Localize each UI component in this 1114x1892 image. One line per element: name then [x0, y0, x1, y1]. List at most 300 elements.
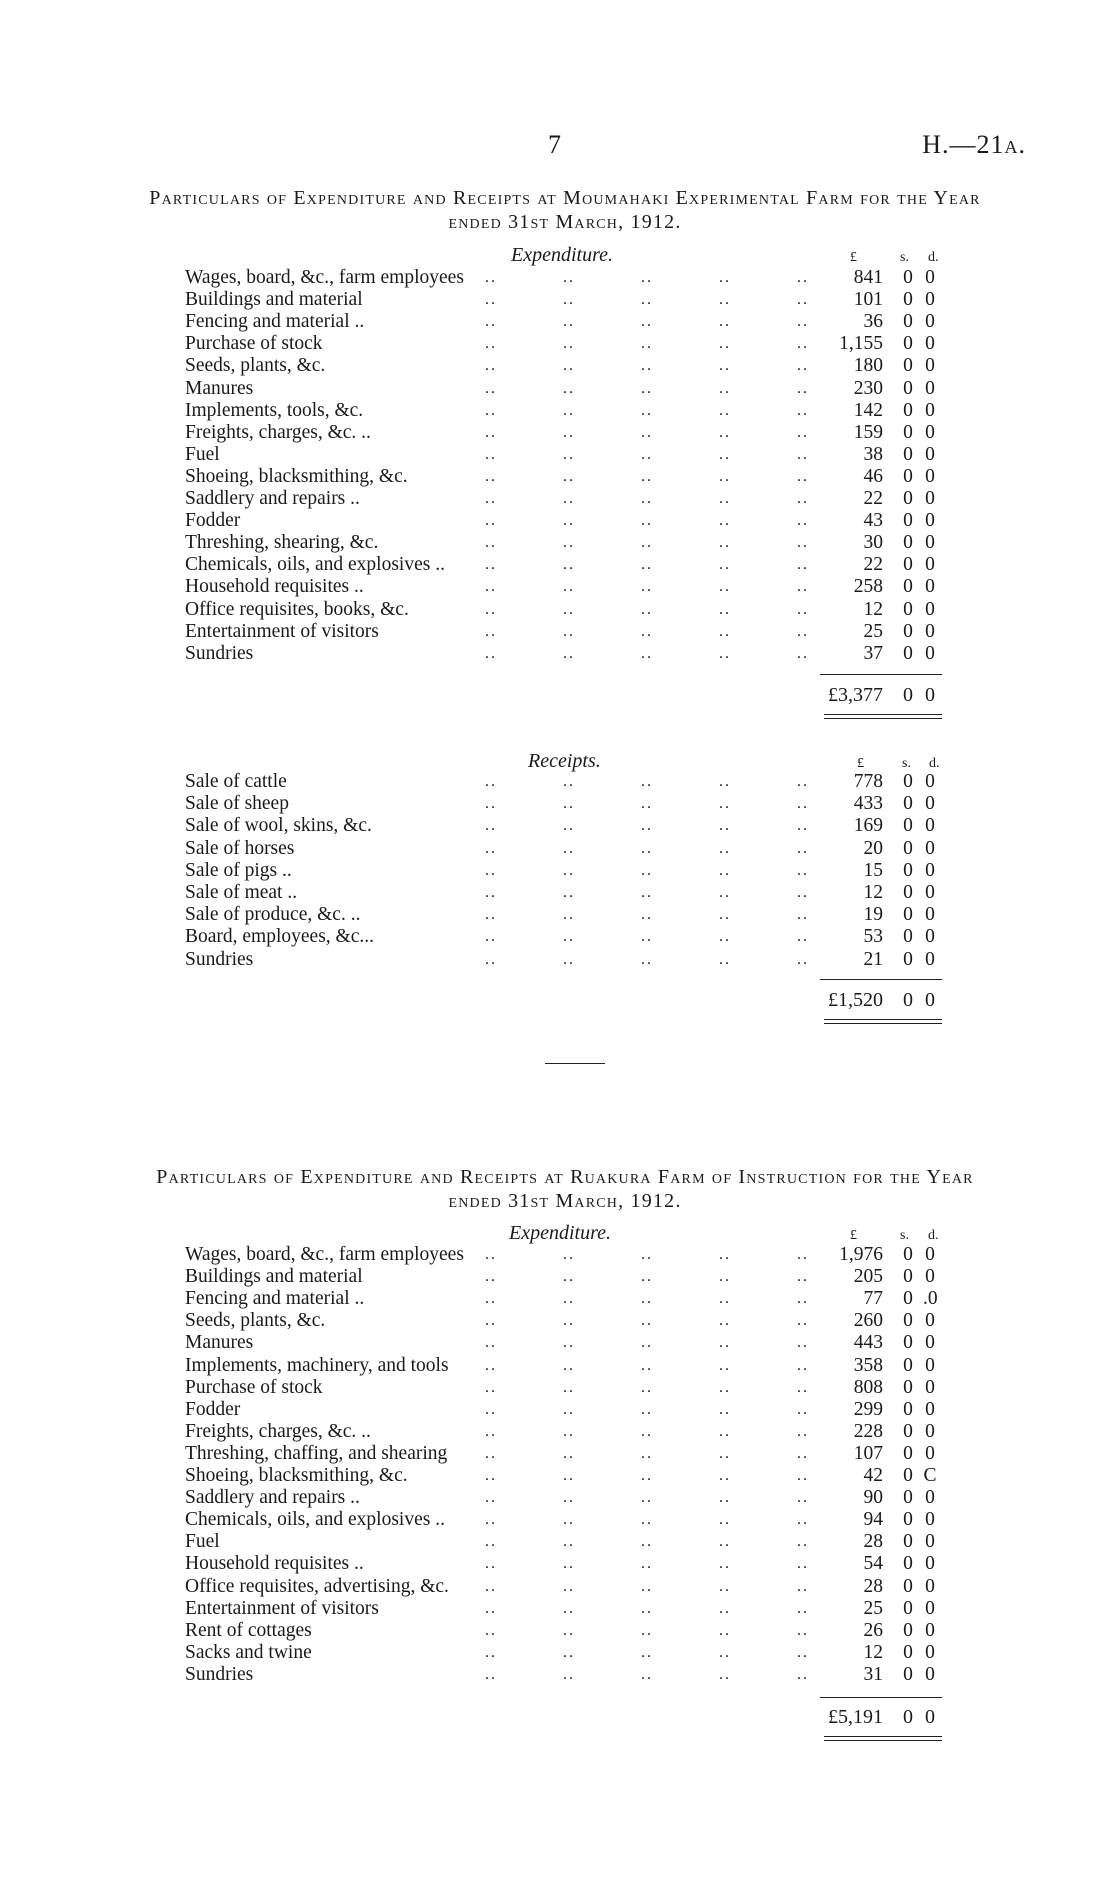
- row-label: Freights, charges, &c. ..: [185, 1421, 375, 1443]
- row-label: Shoeing, blacksmithing, &c.: [185, 466, 412, 488]
- pounds-value: 46: [863, 465, 883, 487]
- dot-leaders: .. .. .. .. ..: [485, 1356, 809, 1374]
- table-row: [185, 815, 945, 837]
- total-row: [185, 987, 945, 1013]
- pence-value: 0: [925, 926, 935, 948]
- dot-leaders: .. .. .. .. ..: [485, 313, 809, 331]
- row-label: Entertainment of visitors: [185, 1598, 383, 1620]
- table-row: [185, 1266, 945, 1288]
- pounds-value: 205: [853, 1266, 883, 1288]
- pence-value: 0: [925, 1597, 935, 1619]
- pounds-value: 230: [853, 377, 883, 399]
- dot-leaders: .. .. .. .. ..: [485, 773, 809, 790]
- pounds-value: 1,976: [839, 1244, 883, 1265]
- table-row: [185, 333, 945, 355]
- shillings-value: 0: [903, 1619, 913, 1641]
- pence-value: 0: [925, 1244, 935, 1265]
- pence-value: 0: [925, 1398, 935, 1420]
- pounds-value: 21: [863, 948, 883, 970]
- pounds-value: 180: [853, 355, 883, 377]
- shillings-value: 0: [903, 333, 913, 355]
- pence-value: 0: [925, 554, 935, 576]
- table-row: [185, 860, 945, 882]
- pounds-value: 159: [853, 421, 883, 443]
- total-shillings: 0: [903, 989, 913, 1011]
- total-row: [185, 682, 945, 708]
- pounds-value: 433: [853, 793, 883, 815]
- pence-value: 0: [925, 1531, 935, 1553]
- shillings-value: 0: [903, 620, 913, 642]
- total-double-rule: [824, 1736, 942, 1741]
- shillings-value: 0: [903, 267, 913, 288]
- pounds-value: 228: [853, 1420, 883, 1442]
- pounds-value: 90: [863, 1487, 883, 1509]
- row-label: Implements, machinery, and tools: [185, 1355, 453, 1377]
- pence-value: 0: [925, 289, 935, 311]
- pence-value: 0: [925, 859, 935, 881]
- table-row: [185, 289, 945, 311]
- table-row: [185, 838, 945, 860]
- row-label: Fuel: [185, 444, 224, 466]
- dot-leaders: .. .. .. .. ..: [485, 950, 809, 968]
- shillings-value: 0: [903, 1663, 913, 1685]
- shillings-value: 0: [903, 1354, 913, 1376]
- pounds-value: 37: [863, 642, 883, 664]
- pounds-value: 28: [863, 1575, 883, 1597]
- pence-value: 0: [925, 948, 935, 970]
- pounds-header: £: [857, 756, 864, 771]
- table-row: [185, 1620, 945, 1642]
- dot-leaders: .. .. .. .. ..: [485, 1599, 809, 1617]
- pounds-value: 12: [863, 882, 883, 903]
- shillings-value: 0: [903, 1641, 913, 1663]
- pence-value: 0: [925, 837, 935, 859]
- pounds-value: 30: [863, 532, 883, 554]
- pence-value: 0: [925, 576, 935, 598]
- pence-value: 0: [925, 598, 935, 620]
- dot-leaders: .. .. .. .. ..: [485, 600, 809, 618]
- table-row: [185, 311, 945, 333]
- dot-leaders: .. .. .. .. ..: [485, 644, 809, 662]
- table-row: [185, 1509, 945, 1531]
- dot-leaders: .. .. .. .. ..: [485, 556, 809, 574]
- shillings-value: 0: [903, 926, 913, 948]
- table-row: [185, 488, 945, 510]
- table-row: [185, 1244, 945, 1266]
- pounds-value: 299: [853, 1398, 883, 1420]
- row-label: Sale of cattle: [185, 771, 291, 793]
- dot-leaders: .. .. .. .. ..: [485, 1621, 809, 1639]
- table-row: [185, 599, 945, 621]
- shillings-value: 0: [903, 399, 913, 421]
- pence-value: 0: [925, 1663, 935, 1685]
- pence-value: .0: [923, 1288, 938, 1310]
- row-label: Shoeing, blacksmithing, &c.: [185, 1465, 412, 1487]
- ruakura-title-line-2: ended 31st March, 1912.: [448, 1190, 682, 1212]
- table-row: [185, 1399, 945, 1421]
- shillings-value: 0: [903, 1575, 913, 1597]
- shillings-value: 0: [903, 1487, 913, 1509]
- table-row: [185, 1332, 945, 1354]
- table-row: [185, 1443, 945, 1465]
- dot-leaders: .. .. .. .. ..: [485, 928, 809, 946]
- dot-leaders: .. .. .. .. ..: [485, 817, 809, 835]
- ruakura-title: [100, 1165, 1030, 1213]
- pounds-value: 260: [853, 1310, 883, 1332]
- pounds-value: 1,155: [839, 333, 883, 355]
- subtotal-rule: [820, 674, 942, 675]
- row-label: Buildings and material: [185, 1266, 367, 1288]
- pence-value: 0: [925, 267, 935, 288]
- table-row: [185, 771, 945, 793]
- dot-leaders: .. .. .. .. ..: [485, 861, 809, 879]
- table-row: [185, 267, 945, 289]
- pence-value: 0: [925, 815, 935, 837]
- shillings-value: 0: [903, 355, 913, 377]
- table-row: [185, 882, 945, 904]
- shillings-value: 0: [903, 598, 913, 620]
- table-row: [185, 1553, 945, 1575]
- table-row: [185, 510, 945, 532]
- row-label: Sale of meat ..: [185, 882, 301, 904]
- pence-value: 0: [925, 421, 935, 443]
- total-pence: 0: [925, 989, 935, 1011]
- pence-value: 0: [925, 1553, 935, 1575]
- table-row: [185, 643, 945, 665]
- page-number: 7: [548, 130, 561, 159]
- shillings-value: 0: [903, 837, 913, 859]
- dot-leaders: .. .. .. .. ..: [485, 1290, 809, 1308]
- pence-value: 0: [925, 510, 935, 532]
- pounds-value: 53: [863, 926, 883, 948]
- row-label: Office requisites, advertising, &c.: [185, 1576, 453, 1598]
- moumahaki-title-line-1: Particulars of Expenditure and Receipts at Moumahaki Experimental Farm for the Year: [149, 187, 981, 209]
- pounds-value: 31: [863, 1663, 883, 1685]
- dot-leaders: .. .. .. .. ..: [485, 335, 809, 353]
- row-label: Fencing and material ..: [185, 1288, 368, 1310]
- pence-header: d.: [929, 756, 940, 771]
- shillings-value: 0: [903, 1332, 913, 1354]
- table-row: [185, 1421, 945, 1443]
- table-row: [185, 466, 945, 488]
- shillings-value: 0: [903, 576, 913, 598]
- shillings-value: 0: [903, 311, 913, 333]
- subtotal-rule: [820, 979, 942, 980]
- dot-leaders: .. .. .. .. ..: [485, 1444, 809, 1462]
- shillings-value: 0: [903, 1398, 913, 1420]
- moumahaki-title: [100, 186, 1030, 234]
- pence-value: 0: [925, 488, 935, 509]
- pence-value: 0: [925, 1575, 935, 1597]
- dot-leaders: .. .. .. .. ..: [485, 534, 809, 552]
- ruakura-title-line-1: Particulars of Expenditure and Receipts at Ruakura Farm of Instruction for the Year: [156, 1166, 974, 1188]
- table-row: [185, 1576, 945, 1598]
- dot-leaders: .. .. .. .. ..: [485, 1334, 809, 1352]
- pence-value: 0: [925, 532, 935, 554]
- pounds-value: 169: [853, 815, 883, 837]
- dot-leaders: .. .. .. .. ..: [485, 1489, 809, 1507]
- pounds-value: 20: [863, 837, 883, 859]
- pence-value: 0: [925, 311, 935, 333]
- dot-leaders: .. .. .. .. ..: [485, 357, 809, 375]
- pounds-value: 142: [853, 399, 883, 421]
- pounds-value: 12: [863, 598, 883, 620]
- table-row: [185, 1531, 945, 1553]
- row-label: Chemicals, oils, and explosives ..: [185, 554, 449, 576]
- shillings-value: 0: [903, 948, 913, 970]
- shillings-value: 0: [903, 1310, 913, 1332]
- total-shillings: 0: [903, 1706, 913, 1728]
- pounds-value: 43: [863, 510, 883, 532]
- pounds-value: 42: [863, 1465, 883, 1486]
- pounds-value: 443: [853, 1332, 883, 1354]
- dot-leaders: .. .. .. .. ..: [485, 1577, 809, 1595]
- row-label: Purchase of stock: [185, 1377, 327, 1399]
- pounds-value: 12: [863, 1641, 883, 1663]
- row-label: Household requisites ..: [185, 1553, 368, 1575]
- table-row: [185, 400, 945, 422]
- dot-leaders: .. .. .. .. ..: [485, 884, 809, 901]
- dot-leaders: .. .. .. .. ..: [485, 1665, 809, 1683]
- moumahaki-expenditure-heading: Expenditure.: [511, 244, 614, 266]
- pounds-value: 54: [863, 1553, 883, 1575]
- row-label: Fencing and material ..: [185, 311, 368, 333]
- total-double-rule: [824, 714, 942, 719]
- shillings-value: 0: [903, 642, 913, 664]
- row-label: Threshing, chaffing, and shearing: [185, 1443, 451, 1465]
- shillings-value: 0: [903, 554, 913, 576]
- pounds-value: 841: [853, 267, 883, 288]
- table-row: [185, 355, 945, 377]
- row-label: Sale of sheep: [185, 793, 293, 815]
- pence-value: 0: [925, 1442, 935, 1464]
- dot-leaders: .. .. .. .. ..: [485, 906, 809, 924]
- pence-value: 0: [925, 333, 935, 355]
- dot-leaders: .. .. .. .. ..: [485, 445, 809, 463]
- dot-leaders: .. .. .. .. ..: [485, 1533, 809, 1551]
- table-row: [185, 1355, 945, 1377]
- row-label: Purchase of stock: [185, 333, 327, 355]
- dot-leaders: .. .. .. .. ..: [485, 795, 809, 813]
- row-label: Fodder: [185, 510, 244, 532]
- row-label: Sundries: [185, 949, 257, 971]
- total-pence: 0: [925, 1706, 935, 1728]
- pounds-value: 15: [863, 859, 883, 881]
- dot-leaders: .. .. .. .. ..: [485, 401, 809, 419]
- dot-leaders: .. .. .. .. ..: [485, 1268, 809, 1286]
- pence-value: 0: [925, 1266, 935, 1288]
- pence-value: 0: [925, 1376, 935, 1398]
- row-label: Entertainment of visitors: [185, 621, 383, 643]
- pence-value: 0: [925, 1619, 935, 1641]
- row-label: Fodder: [185, 1399, 244, 1421]
- row-label: Sale of horses: [185, 838, 298, 860]
- moumahaki-receipts-heading: Receipts.: [528, 750, 601, 772]
- document-reference: H.—21a.: [922, 130, 1026, 159]
- row-label: Household requisites ..: [185, 576, 368, 598]
- row-label: Rent of cottages: [185, 1620, 316, 1642]
- pence-value: 0: [925, 793, 935, 815]
- table-row: [185, 1642, 945, 1664]
- table-row: [185, 1377, 945, 1399]
- pounds-value: 22: [863, 554, 883, 576]
- pounds-value: 77: [863, 1288, 883, 1310]
- total-pence: 0: [925, 684, 935, 706]
- pence-header: d.: [928, 1228, 939, 1243]
- pence-value: 0: [925, 1641, 935, 1663]
- shillings-value: 0: [903, 443, 913, 465]
- table-row: [185, 1288, 945, 1310]
- table-row: [185, 554, 945, 576]
- row-label: Saddlery and repairs ..: [185, 1487, 364, 1509]
- shillings-header: s.: [902, 756, 911, 771]
- row-label: Sale of pigs ..: [185, 860, 296, 882]
- dot-leaders: .. .. .. .. ..: [485, 1400, 809, 1418]
- table-row: [185, 1598, 945, 1620]
- moumahaki-title-line-2: ended 31st March, 1912.: [448, 211, 682, 233]
- shillings-value: 0: [903, 882, 913, 903]
- total-pounds: £5,191: [828, 1706, 883, 1728]
- shillings-value: 0: [903, 1442, 913, 1464]
- row-label: Wages, board, &c., farm employees: [185, 1244, 468, 1266]
- pounds-value: 26: [863, 1619, 883, 1641]
- shillings-value: 0: [903, 465, 913, 487]
- row-label: Fuel: [185, 1531, 224, 1553]
- shillings-value: 0: [903, 421, 913, 443]
- table-row: [185, 1487, 945, 1509]
- pence-value: 0: [925, 377, 935, 399]
- dot-leaders: .. .. .. .. ..: [485, 379, 809, 397]
- shillings-value: 0: [903, 1465, 913, 1486]
- table-row: [185, 793, 945, 815]
- shillings-value: 0: [903, 1531, 913, 1553]
- row-label: Office requisites, books, &c.: [185, 599, 413, 621]
- shillings-value: 0: [903, 1376, 913, 1398]
- row-label: Freights, charges, &c. ..: [185, 422, 375, 444]
- total-shillings: 0: [903, 684, 913, 706]
- pounds-value: 28: [863, 1531, 883, 1553]
- pence-value: C: [923, 1465, 937, 1486]
- table-row: [185, 904, 945, 926]
- pence-value: 0: [925, 1310, 935, 1332]
- table-row: [185, 1310, 945, 1332]
- table-row: [185, 621, 945, 643]
- row-label: Saddlery and repairs ..: [185, 488, 364, 510]
- pence-value: 0: [925, 1354, 935, 1376]
- shillings-value: 0: [903, 904, 913, 926]
- dot-leaders: .. .. .. .. ..: [485, 839, 809, 857]
- shillings-value: 0: [903, 1420, 913, 1442]
- dot-leaders: .. .. .. .. ..: [485, 269, 809, 286]
- shillings-value: 0: [903, 488, 913, 509]
- pounds-value: 258: [853, 576, 883, 598]
- row-label: Sundries: [185, 643, 257, 665]
- pounds-value: 38: [863, 443, 883, 465]
- total-pounds: £1,520: [828, 989, 883, 1011]
- shillings-value: 0: [903, 859, 913, 881]
- dot-leaders: .. .. .. .. ..: [485, 490, 809, 507]
- shillings-value: 0: [903, 1266, 913, 1288]
- shillings-value: 0: [903, 793, 913, 815]
- pence-value: 0: [925, 443, 935, 465]
- pounds-value: 19: [863, 904, 883, 926]
- dot-leaders: .. .. .. .. ..: [485, 1378, 809, 1396]
- dot-leaders: .. .. .. .. ..: [485, 1555, 809, 1573]
- row-label: Sale of wool, skins, &c.: [185, 815, 376, 837]
- pence-value: 0: [925, 465, 935, 487]
- total-double-rule: [824, 1019, 942, 1024]
- row-label: Chemicals, oils, and explosives ..: [185, 1509, 449, 1531]
- shillings-value: 0: [903, 1553, 913, 1575]
- dot-leaders: .. .. .. .. ..: [485, 1467, 809, 1484]
- shillings-value: 0: [903, 815, 913, 837]
- shillings-value: 0: [903, 1509, 913, 1531]
- pence-value: 0: [925, 1487, 935, 1509]
- dot-leaders: .. .. .. .. ..: [485, 622, 809, 640]
- pounds-value: 25: [863, 1597, 883, 1619]
- pence-value: 0: [925, 355, 935, 377]
- shillings-value: 0: [903, 1288, 913, 1310]
- pence-value: 0: [925, 771, 935, 792]
- pounds-value: 358: [853, 1354, 883, 1376]
- pounds-value: 94: [863, 1509, 883, 1531]
- table-row: [185, 949, 945, 971]
- pounds-value: 107: [853, 1442, 883, 1464]
- pounds-value: 778: [853, 771, 883, 792]
- shillings-value: 0: [903, 510, 913, 532]
- dot-leaders: .. .. .. .. ..: [485, 423, 809, 441]
- pence-value: 0: [925, 904, 935, 926]
- pence-value: 0: [925, 1420, 935, 1442]
- dot-leaders: .. .. .. .. ..: [485, 467, 809, 485]
- table-row: [185, 378, 945, 400]
- dot-leaders: .. .. .. .. ..: [485, 1511, 809, 1529]
- shillings-value: 0: [903, 1597, 913, 1619]
- row-label: Sacks and twine: [185, 1642, 316, 1664]
- row-label: Manures: [185, 1332, 257, 1354]
- row-label: Implements, tools, &c.: [185, 400, 367, 422]
- dot-leaders: .. .. .. .. ..: [485, 291, 809, 309]
- pence-value: 0: [925, 620, 935, 642]
- dot-leaders: .. .. .. .. ..: [485, 1643, 809, 1661]
- table-row: [185, 422, 945, 444]
- row-label: Buildings and material: [185, 289, 367, 311]
- dot-leaders: .. .. .. .. ..: [485, 512, 809, 530]
- shillings-value: 0: [903, 532, 913, 554]
- table-row: [185, 532, 945, 554]
- row-label: Wages, board, &c., farm employees: [185, 267, 468, 289]
- pence-value: 0: [925, 882, 935, 903]
- row-label: Threshing, shearing, &c.: [185, 532, 382, 554]
- dot-leaders: .. .. .. .. ..: [485, 1422, 809, 1440]
- pounds-header: £: [850, 250, 857, 265]
- ruakura-expenditure-heading: Expenditure.: [509, 1222, 612, 1244]
- table-row: [185, 1664, 945, 1686]
- pence-value: 0: [925, 642, 935, 664]
- shillings-header: s.: [900, 250, 909, 265]
- table-row: [185, 444, 945, 466]
- section-separator: [545, 1063, 605, 1064]
- pounds-value: 22: [863, 488, 883, 509]
- shillings-value: 0: [903, 377, 913, 399]
- row-label: Sundries: [185, 1664, 257, 1686]
- shillings-value: 0: [903, 771, 913, 792]
- pence-value: 0: [925, 399, 935, 421]
- pounds-value: 808: [853, 1376, 883, 1398]
- pounds-value: 36: [863, 311, 883, 333]
- shillings-header: s.: [900, 1228, 909, 1243]
- shillings-value: 0: [903, 289, 913, 311]
